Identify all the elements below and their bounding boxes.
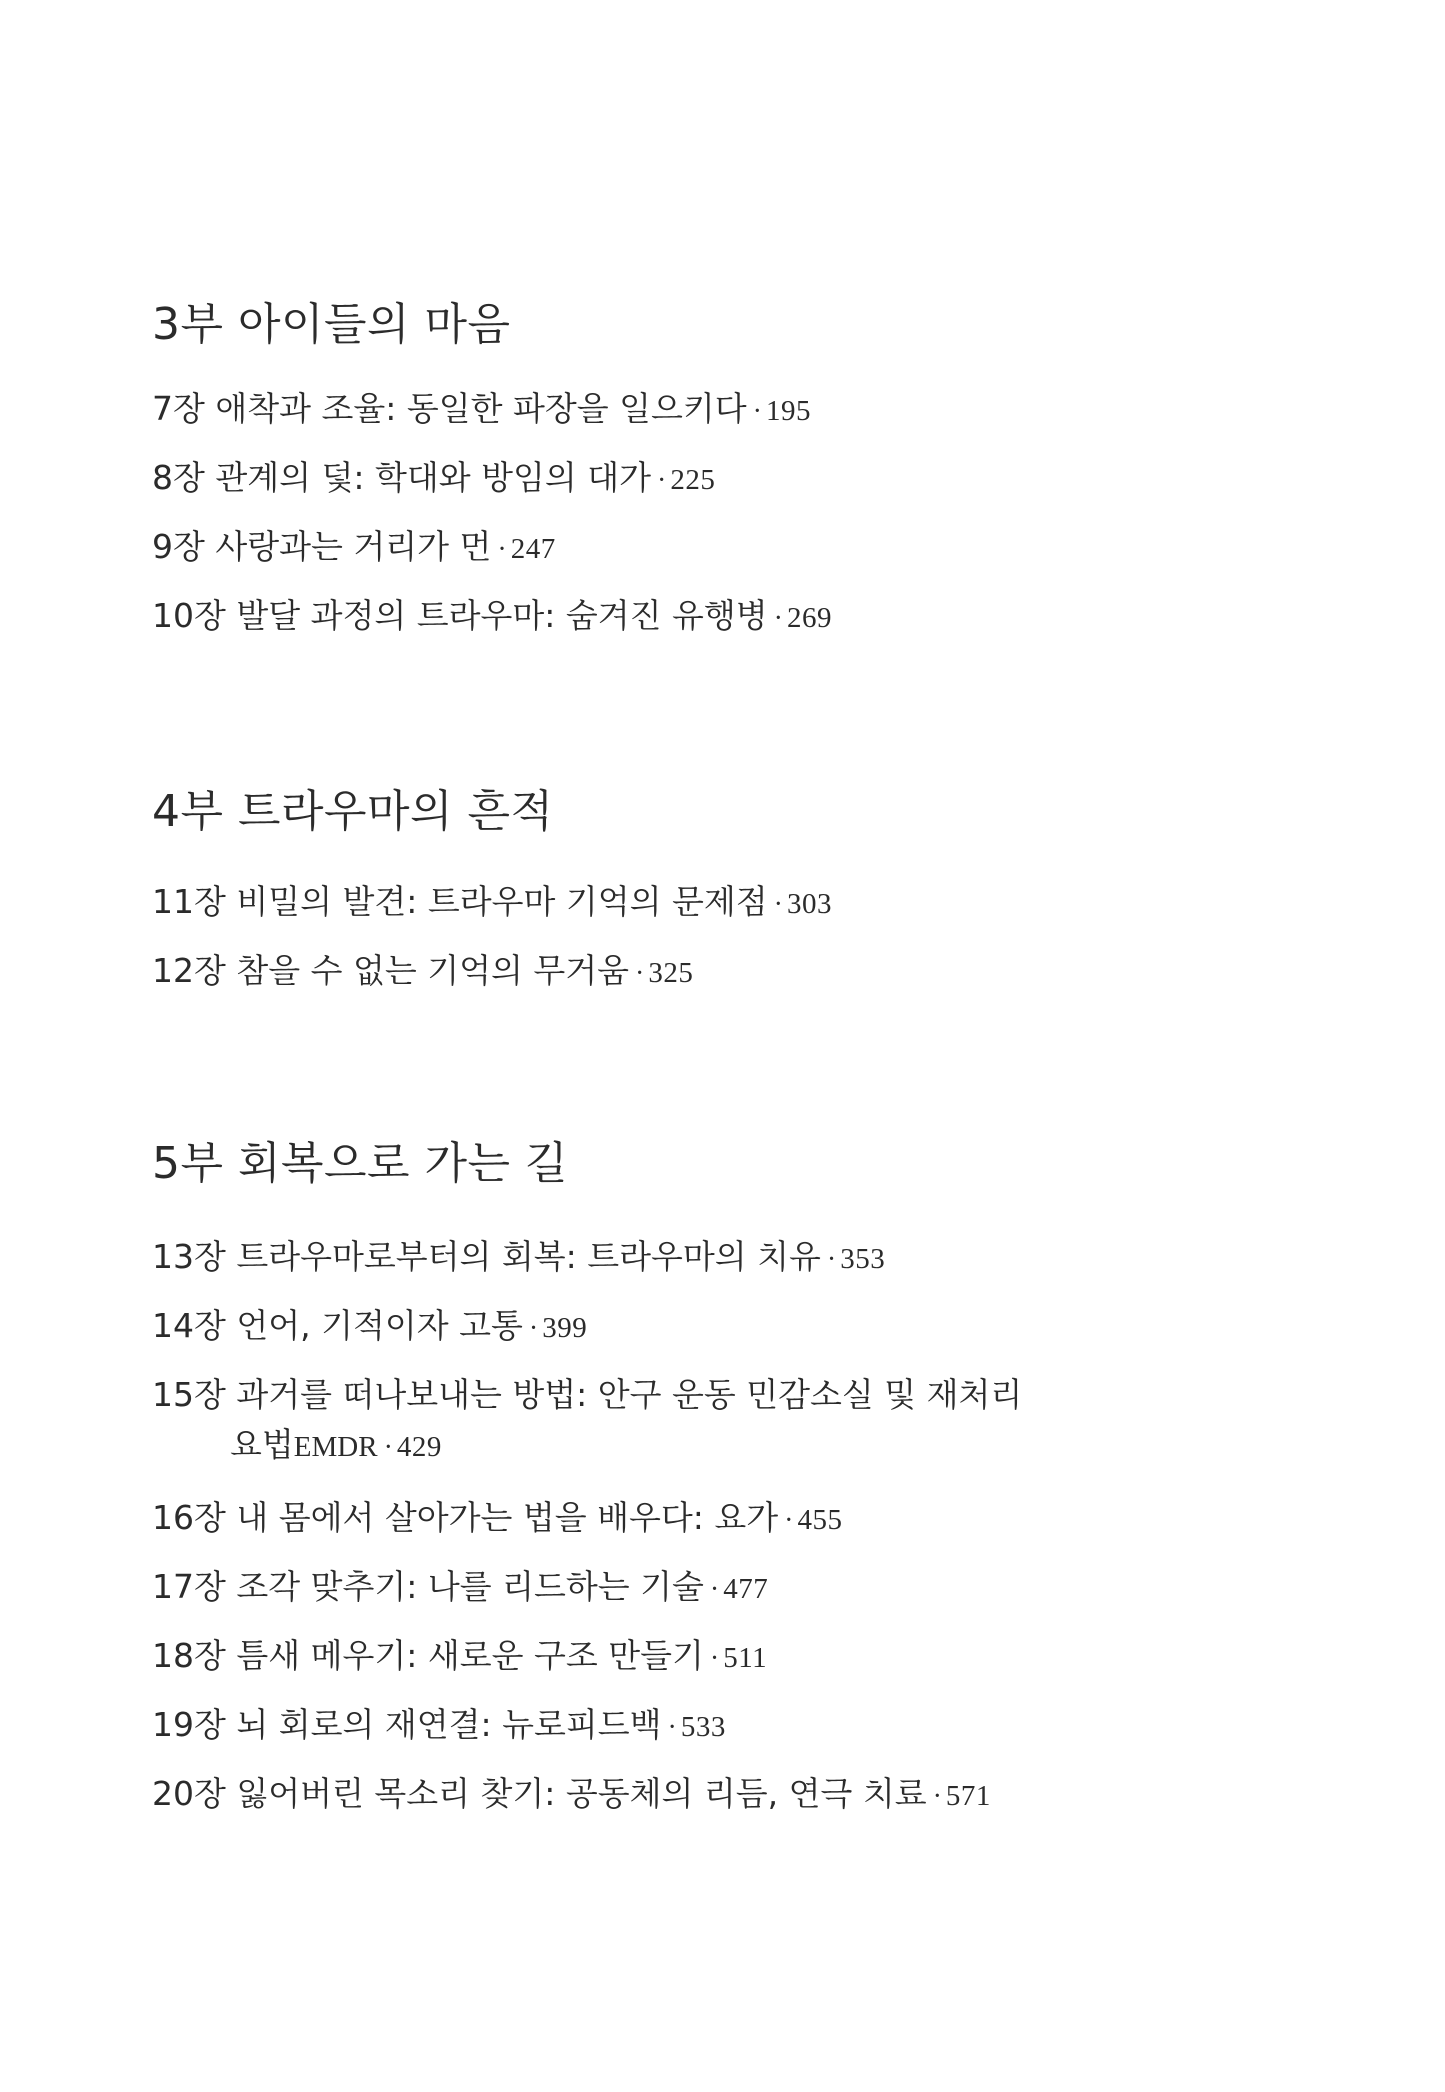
part-title: 4부 트라우마의 흔적 — [152, 786, 554, 837]
page-separator: · — [709, 1574, 720, 1605]
chapter-title-continuation — [152, 1425, 1022, 1465]
chapter-entry[interactable] — [152, 1237, 885, 1277]
chapter-title: 11장 비밀의 발견: 트라우마 기억의 문제점 — [152, 882, 768, 921]
page-number: 325 — [648, 957, 694, 989]
page-separator: · — [773, 603, 783, 634]
chapter-title: 9장 사랑과는 거리가 먼 — [152, 527, 492, 566]
page-separator: · — [773, 889, 783, 920]
page-number: 303 — [786, 888, 832, 920]
page-number: 477 — [723, 1573, 769, 1605]
chapter-title: 19장 뇌 회로의 재연결: 뉴로피드백 — [152, 1705, 662, 1744]
page-number: 225 — [670, 464, 716, 496]
chapter-title: 10장 발달 과정의 트라우마: 숨겨진 유행병 — [152, 596, 768, 635]
chapter-entry[interactable] — [152, 1375, 1022, 1464]
chapter-title: 13장 트라우마로부터의 회복: 트라우마의 치유 — [152, 1237, 821, 1276]
page-number: 455 — [797, 1504, 843, 1536]
chapter-entry[interactable] — [152, 596, 832, 636]
chapter-title: 14장 언어, 기적이자 고통 — [152, 1306, 523, 1345]
page-separator: · — [497, 534, 507, 565]
chapter-entry[interactable] — [152, 1567, 768, 1607]
page-separator: · — [656, 465, 667, 496]
page-separator: · — [528, 1313, 539, 1344]
chapter-title: 18장 틈새 메우기: 새로운 구조 만들기 — [152, 1636, 704, 1675]
continuation-text: 요법 — [230, 1424, 294, 1464]
page-separator: · — [826, 1244, 837, 1275]
part-title: 3부 아이들의 마음 — [152, 299, 511, 350]
chapter-title: 15장 과거를 떠나보내는 방법: 안구 운동 민감소실 및 재처리 — [152, 1375, 1023, 1414]
page-number: 571 — [945, 1780, 991, 1812]
chapter-entry[interactable] — [152, 1705, 726, 1745]
page-separator: · — [667, 1712, 677, 1743]
chapter-title: 7장 애착과 조율: 동일한 파장을 일으키다 — [152, 389, 747, 428]
chapter-entry[interactable] — [152, 1636, 767, 1676]
chapter-entry[interactable] — [152, 527, 556, 567]
chapter-entry[interactable] — [152, 951, 693, 991]
page-number: 269 — [786, 602, 832, 634]
acronym: EMDR — [293, 1430, 378, 1463]
page-separator: · — [752, 396, 762, 427]
chapter-entry[interactable] — [152, 389, 811, 429]
page-number: 429 — [396, 1430, 442, 1463]
page-number: 399 — [542, 1312, 588, 1344]
page-number: 533 — [680, 1711, 726, 1743]
page-separator: · — [784, 1505, 794, 1536]
chapter-entry[interactable] — [152, 458, 715, 498]
chapter-title: 20장 잃어버린 목소리 찾기: 공동체의 리듬, 연극 치료 — [152, 1774, 927, 1813]
chapter-entry[interactable] — [152, 1306, 587, 1346]
part-title: 5부 회복으로 가는 길 — [152, 1138, 568, 1189]
chapter-entry[interactable] — [152, 1498, 842, 1538]
page-separator: · — [634, 958, 645, 989]
chapter-title: 17장 조각 맞추기: 나를 리드하는 기술 — [152, 1567, 704, 1606]
chapter-entry[interactable] — [152, 882, 832, 922]
chapter-title: 12장 참을 수 없는 기억의 무거움 — [152, 951, 629, 990]
page-separator: · — [932, 1781, 942, 1812]
chapter-title: 16장 내 몸에서 살아가는 법을 배우다: 요가 — [152, 1498, 779, 1537]
page-separator: · — [709, 1643, 720, 1674]
page-number: 511 — [723, 1642, 768, 1674]
page-separator: · — [383, 1431, 393, 1463]
page-number: 353 — [840, 1243, 886, 1275]
chapter-entry[interactable] — [152, 1774, 991, 1814]
page-number: 195 — [765, 395, 811, 427]
chapter-title: 8장 관계의 덫: 학대와 방임의 대가 — [152, 458, 651, 497]
page-number: 247 — [510, 533, 556, 565]
